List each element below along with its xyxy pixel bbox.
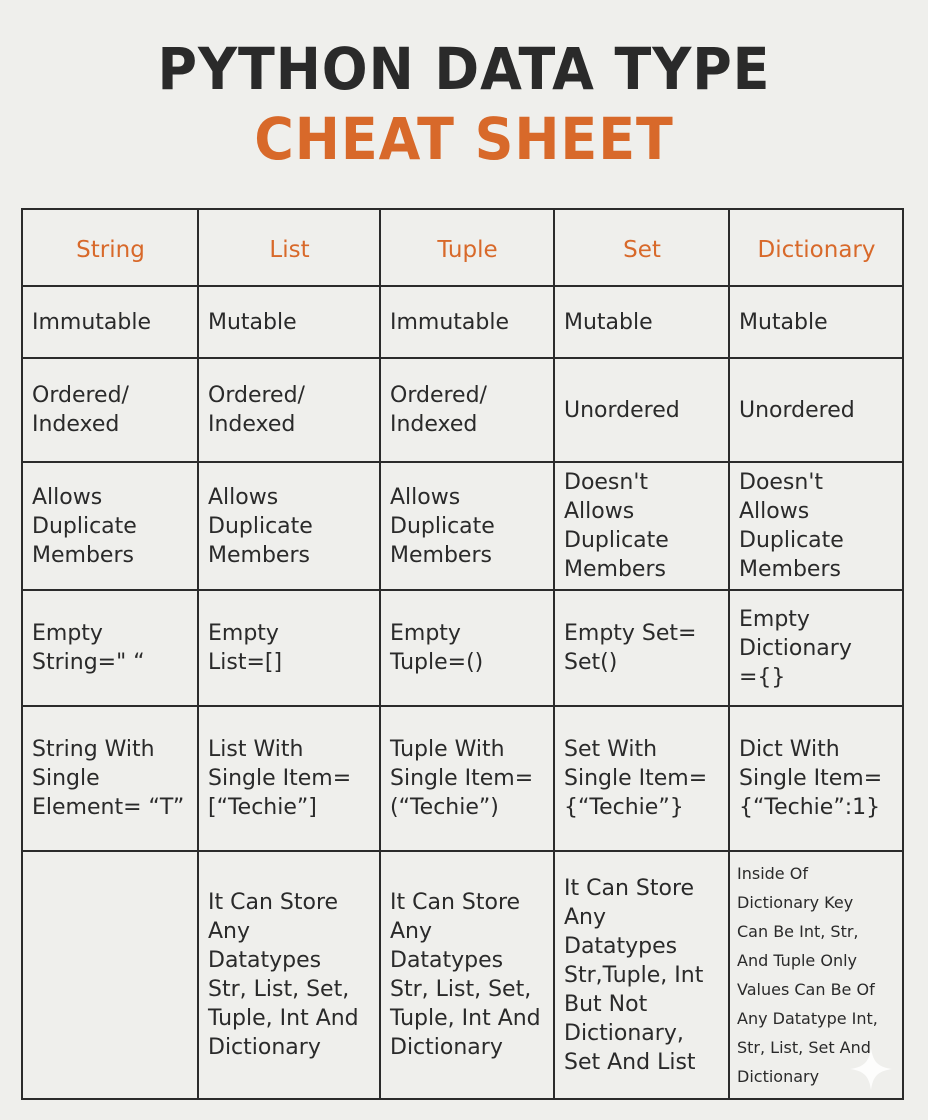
table-cell: Dict With Single Item= {“Techie”:1} [729,706,903,851]
table-cell: Set With Single Item= {“Techie”} [554,706,729,851]
row-empty [22,590,903,706]
table-cell: Ordered/ Indexed [198,358,380,462]
table-cell: Ordered/ Indexed [380,358,554,462]
row-ordering [22,358,903,462]
table-cell: Mutable [554,286,729,358]
table-cell: String With Single Element= “T” [22,706,198,851]
header-set: Set [554,209,729,286]
header-list: List [198,209,380,286]
table-cell: Tuple With Single Item= (“Techie”) [380,706,554,851]
header-dictionary: Dictionary [729,209,903,286]
table-cell: Allows Duplicate Members [22,462,198,590]
row-single-item [22,706,903,851]
row-storage [22,851,903,1099]
table-cell: Doesn't Allows Duplicate Members [554,462,729,590]
table-cell [22,851,198,1099]
table-cell: Ordered/ Indexed [22,358,198,462]
sparkle-icon [848,1046,894,1092]
header-string: String [22,209,198,286]
table-cell: It Can Store Any Datatypes Str, List, Set, Tuple, Int And Dictionary [380,851,554,1099]
page-subtitle: CHEAT SHEET [254,105,674,173]
table-cell: Immutable [22,286,198,358]
cheat-sheet-table [21,208,904,1100]
table-cell: List With Single Item= [“Techie”] [198,706,380,851]
table-cell: It Can Store Any Datatypes Str,Tuple, Int But Not Dictionary, Set And List [554,851,729,1099]
header-row [22,209,903,286]
table-cell: Empty String=" “ [22,590,198,706]
table-cell: Empty Tuple=() [380,590,554,706]
row-duplicates [22,462,903,590]
table-cell: Allows Duplicate Members [380,462,554,590]
table-cell: Allows Duplicate Members [198,462,380,590]
table-cell: Mutable [729,286,903,358]
table-cell: Immutable [380,286,554,358]
table-cell: Doesn't Allows Duplicate Members [729,462,903,590]
row-mutability [22,286,903,358]
header-tuple: Tuple [380,209,554,286]
table-cell: Empty Dictionary ={} [729,590,903,706]
page-title: PYTHON DATA TYPE [157,35,771,103]
table-cell: Unordered [729,358,903,462]
table-cell: Mutable [198,286,380,358]
table-cell: Unordered [554,358,729,462]
table-cell: Empty List=[] [198,590,380,706]
table-cell: Inside Of Dictionary Key Can Be Int, Str, And Tuple Only Values Can Be Of Any Datatype Int, Str, List, Set And Dictionary [729,851,903,1099]
table-cell: Empty Set= Set() [554,590,729,706]
table-cell: It Can Store Any Datatypes Str, List, Set, Tuple, Int And Dictionary [198,851,380,1099]
title-block [0,36,928,172]
